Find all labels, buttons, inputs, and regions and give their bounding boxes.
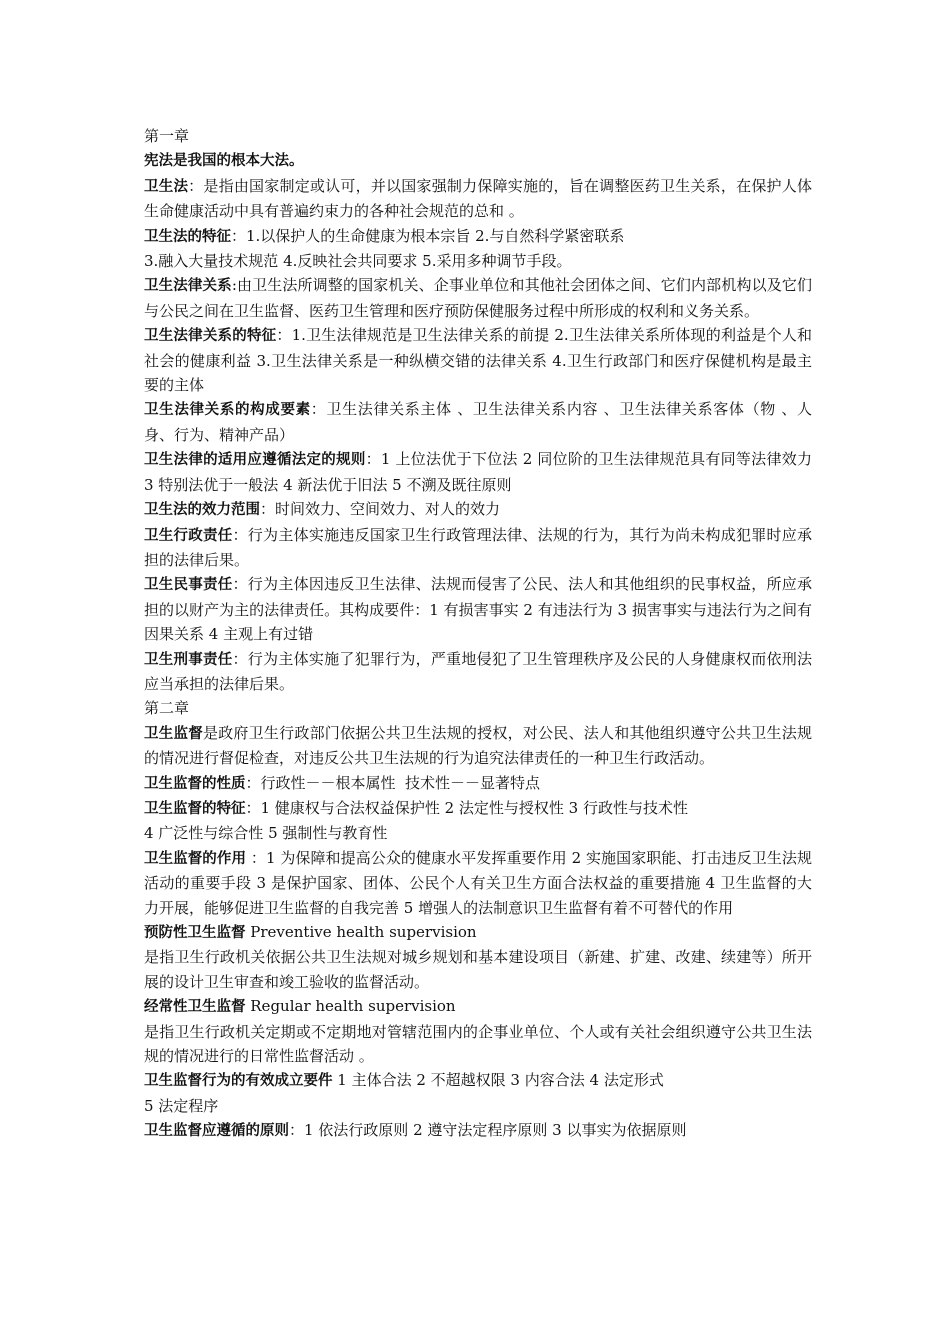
- definition-paragraph: 卫生刑事责任：行为主体实施了犯罪行为，严重地侵犯了卫生管理秩序及公民的人身健康权而依刑法应当承担的法律后果。: [144, 649, 812, 693]
- definition-paragraph: 卫生法的效力范围：时间效力、空间效力、对人的效力: [144, 500, 501, 519]
- definition-paragraph: 卫生法的特征：1.以保护人的生命健康为根本宗旨 2.与自然科学紧密联系: [144, 226, 625, 245]
- definition-paragraph: 是指卫生行政机关定期或不定期地对管辖范围内的企事业单位、个人或有关社会组织遵守公共卫生法规的情况进行的日常性监督活动 。: [144, 1022, 812, 1066]
- definition-paragraph: 是指卫生行政机关依据公共卫生法规对城乡规划和基本建设项目（新建、扩建、改建、续建等）所开展的设计卫生审查和竣工验收的监督活动。: [144, 948, 812, 991]
- document-page: [144, 124, 812, 1144]
- continuation-line: 4 广泛性与综合性 5 强制性与教育性: [144, 824, 388, 843]
- definition-paragraph: 卫生法律关系的构成要素：卫生法律关系主体 、卫生法律关系内容 、卫生法律关系客体（物 、人身、行为、精神产品）: [144, 400, 812, 444]
- definition-paragraph: 卫生监督行为的有效成立要件 1 主体合法 2 不超越权限 3 内容合法 4 法定形式: [144, 1071, 664, 1090]
- term-line: 预防性卫生监督 Preventive health supervision: [144, 923, 477, 941]
- term-line: 经常性卫生监督 Regular health supervision: [144, 997, 456, 1016]
- definition-paragraph: 卫生法律的适用应遵循法定的规则：1 上位法优于下位法 2 同位阶的卫生法律规范具有同等法律效力 3 特别法优于一般法 4 新法优于旧法 5 不溯及既往原则: [144, 450, 812, 494]
- definition-paragraph: 卫生监督的作用 ：1 为保障和提高公众的健康水平发挥重要作用 2 实施国家职能、打击违反卫生法规活动的重要手段 3 是保护国家、团体、公民个人有关卫生方面合法权益的重要措施 4 卫生监督的大力开展，能够促进卫生监督的自我完善 5 增强人的法制意识卫生监督有着不可替代的作用: [144, 848, 812, 917]
- definition-paragraph: 卫生监督是政府卫生行政部门依据公共卫生法规的授权，对公民、法人和其他组织遵守公共卫生法规的情况进行督促检查，对违反公共卫生法规的行为追究法律责任的一种卫生行政活动。: [144, 723, 812, 768]
- continuation-line: 5 法定程序: [144, 1096, 219, 1115]
- continuation-line: 3.融入大量技术规范 4.反映社会共同要求 5.采用多种调节手段。: [144, 252, 572, 271]
- definition-paragraph: 卫生法：是指由国家制定或认可，并以国家强制力保障实施的，旨在调整医药卫生关系，在保护人体生命健康活动中具有普遍约束力的各种社会规范的总和 。: [144, 176, 812, 221]
- definition-paragraph: 卫生监督应遵循的原则：1 依法行政原则 2 遵守法定程序原则 3 以事实为依据原则: [144, 1121, 687, 1140]
- definition-paragraph: 卫生监督的性质：行政性－－根本属性 技术性－－显著特点: [144, 773, 541, 792]
- definition-paragraph: 卫生监督的特征：1 健康权与合法权益保护性 2 法定性与授权性 3 行政性与技术性: [144, 798, 688, 817]
- definition-paragraph: 卫生民事责任：行为主体因违反卫生法律、法规而侵害了公民、法人和其他组织的民事权益，所应承担的以财产为主的法律责任。其构成要件：1 有损害事实 2 有违法行为 3 损害事实与违法行为之间有因果关系 4 主观上有过错: [144, 575, 812, 644]
- definition-paragraph: 卫生行政责任：行为主体实施违反国家卫生行政管理法律、法规的行为，其行为尚未构成犯罪时应承担的法律后果。: [144, 525, 812, 569]
- definition-paragraph: 卫生法律关系:由卫生法所调整的国家机关、企事业单位和其他社会团体之间、它们内部机构以及它们与公民之间在卫生监督、医药卫生管理和医疗预防保健服务过程中所形成的权利和义务关系。: [144, 276, 812, 320]
- definition-paragraph: 卫生法律关系的特征：1.卫生法律规范是卫生法律关系的前提 2.卫生法律关系所体现的利益是个人和社会的健康利益 3.卫生法律关系是一种纵横交错的法律关系 4.卫生行政部门和医疗保健机构是最主要的主体: [144, 326, 812, 395]
- chapter-heading: 第一章: [144, 127, 190, 145]
- term-line: 宪法是我国的根本大法。: [144, 153, 304, 170]
- chapter-heading: 第二章: [144, 699, 190, 718]
